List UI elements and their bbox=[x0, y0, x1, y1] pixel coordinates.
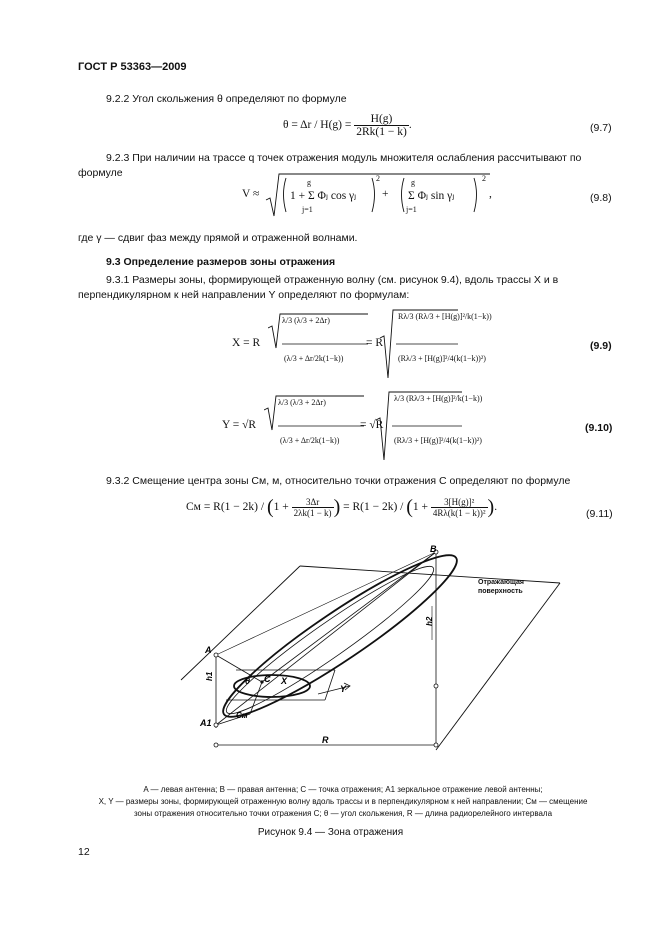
eq911-num1: 3Δr bbox=[292, 497, 334, 508]
section-9-3-title: 9.3 Определение размеров зоны отражения bbox=[106, 256, 336, 268]
equation-9-10 bbox=[222, 390, 483, 462]
eq911-den1: 2λk(1 − k) bbox=[293, 508, 332, 518]
eq911-fraction1 bbox=[292, 497, 334, 518]
label-Cm: Cм bbox=[236, 711, 248, 720]
eq99-inner2: (λ/3 + Δr/2k(1−k)) bbox=[284, 354, 344, 363]
label-Y: Y bbox=[340, 684, 347, 694]
paragraph-9-3-2: 9.3.2 Смещение центра зоны Cм, м, относительно точки отражения C определяют по формуле bbox=[106, 475, 571, 487]
figure-title: Рисунок 9.4 — Зона отражения bbox=[257, 827, 404, 838]
page-number: 12 bbox=[78, 846, 90, 858]
equation-number-9-9: (9.9) bbox=[590, 340, 612, 352]
eq911-part2: 1 + bbox=[412, 501, 429, 514]
label-R: R bbox=[322, 735, 329, 745]
eq98-term2: Σ Φⱼ sin γⱼ bbox=[408, 190, 455, 202]
eq911-num2: 3[H(g)]² bbox=[431, 497, 488, 508]
eq98-plus: + bbox=[382, 188, 389, 200]
eq911-fraction2 bbox=[431, 497, 488, 518]
eq98-sum2-top: g bbox=[411, 178, 415, 187]
eq97-tail: . bbox=[408, 119, 412, 132]
label-h1: h1 bbox=[205, 671, 214, 681]
equation-9-8 bbox=[242, 172, 492, 220]
eq99-inner1: λ/3 (λ/3 + 2Δr) bbox=[282, 316, 330, 325]
label-theta: θ bbox=[245, 676, 251, 686]
figure-caption-line-2: X, Y — размеры зоны, формирующей отраженную волну вдоль трассы и в перпендикулярном к ней направлении; Cм — смещение bbox=[98, 797, 588, 806]
eq911-tail: . bbox=[494, 501, 498, 514]
eq99-inner4: (Rλ/3 + [H(g)]²/4(k(1−k))²) bbox=[398, 354, 486, 363]
equation-9-7 bbox=[283, 113, 412, 138]
equation-number-9-10: (9.10) bbox=[585, 422, 613, 434]
eq98-term1: 1 + Σ Φⱼ cos γⱼ bbox=[290, 190, 357, 202]
eq97-lhs: θ = Δr / H(g) = bbox=[283, 119, 352, 132]
equation-number-9-11: (9.11) bbox=[586, 508, 613, 520]
equation-number-9-8: (9.8) bbox=[590, 192, 612, 204]
eq99-lhs: X = R bbox=[232, 337, 261, 349]
equation-9-11: Cм = R(1 − 2k) / (1 + $\frac{3\Delta r}{2\lambda k(1 - k)}$ ) = R(1 − 2k) / (1 + $\frac{\text{3[H(g)]²}}{\text{4Rλ(k(1 − k))²}}$ ). bbox=[186, 496, 498, 518]
eq97-denominator: 2Rk(1 − k) bbox=[356, 126, 407, 138]
figure-caption-line-3: зоны отражения относительно точки отражения C; θ — угол скольжения, R — длина радиорелейного интервала bbox=[133, 809, 553, 818]
label-h2: h2 bbox=[425, 616, 434, 626]
figure-reflection-zone bbox=[0, 540, 661, 765]
eq911-den2: 4Rλ(k(1 − k))² bbox=[432, 508, 486, 518]
eq98-sum1-top: g bbox=[307, 178, 311, 187]
paragraph-9-2-3: 9.2.3 При наличии на трассе q точек отражения модуль множителя ослабления рассчитывают по формуле bbox=[78, 152, 582, 179]
eq97-fraction bbox=[354, 113, 409, 138]
eq98-tail: , bbox=[489, 188, 492, 200]
label-A1: A1 bbox=[200, 718, 212, 728]
eq910-inner4: (Rλ/3 + [H(g)]²/4(k(1−k))²) bbox=[394, 436, 482, 445]
equation-9-9 bbox=[232, 308, 492, 380]
eq98-power1: 2 bbox=[376, 174, 380, 183]
eq97-numerator: H(g) bbox=[354, 113, 409, 126]
eq910-mid: = √R bbox=[360, 419, 384, 431]
paragraph-9-3-1: 9.3.1 Размеры зоны, формирующей отраженную волну (см. рисунок 9.4), вдоль трассы X и в перпендикулярном к ней направлении Y определяют по формулам: bbox=[78, 274, 559, 301]
label-X: X bbox=[281, 676, 288, 686]
eq98-sum2-bottom: j=1 bbox=[406, 205, 417, 214]
eq98-power2: 2 bbox=[482, 174, 486, 183]
eq98-sum1-bottom: j=1 bbox=[302, 205, 313, 214]
eq911-part1: 1 + bbox=[273, 501, 289, 514]
document-header: ГОСТ Р 53363—2009 bbox=[78, 61, 187, 73]
eq910-lhs: Y = √R bbox=[222, 419, 257, 431]
label-reflecting-surface: Отражающая поверхность bbox=[478, 579, 524, 595]
figure-caption-line-1: A — левая антенна; B — правая антенна; C — точка отражения; A1 зеркальное отражение левой антенны; bbox=[143, 785, 543, 794]
eq911-mid: = R(1 − 2k) / bbox=[343, 501, 404, 514]
label-B: B bbox=[430, 544, 437, 554]
eq910-inner3: λ/3 (Rλ/3 + [H(g)]²/k(1−k)) bbox=[394, 394, 483, 403]
eq99-mid: = R bbox=[366, 337, 384, 349]
label-A: A bbox=[205, 645, 212, 655]
equation-number-9-7: (9.7) bbox=[590, 122, 612, 134]
eq910-inner1: λ/3 (λ/3 + 2Δr) bbox=[278, 398, 326, 407]
paragraph-gamma: где γ — сдвиг фаз между прямой и отраженной волнами. bbox=[78, 232, 358, 244]
label-C: C bbox=[264, 674, 271, 684]
eq910-inner2: (λ/3 + Δr/2k(1−k)) bbox=[280, 436, 340, 445]
paragraph-9-2-2: 9.2.2 Угол скольжения θ определяют по формуле bbox=[106, 93, 347, 105]
eq911-lhs: Cм = R(1 − 2k) / bbox=[186, 501, 265, 514]
eq99-inner3: Rλ/3 (Rλ/3 + [H(g)]²/k(1−k)) bbox=[398, 312, 492, 321]
eq98-lhs: V ≈ bbox=[242, 188, 260, 200]
